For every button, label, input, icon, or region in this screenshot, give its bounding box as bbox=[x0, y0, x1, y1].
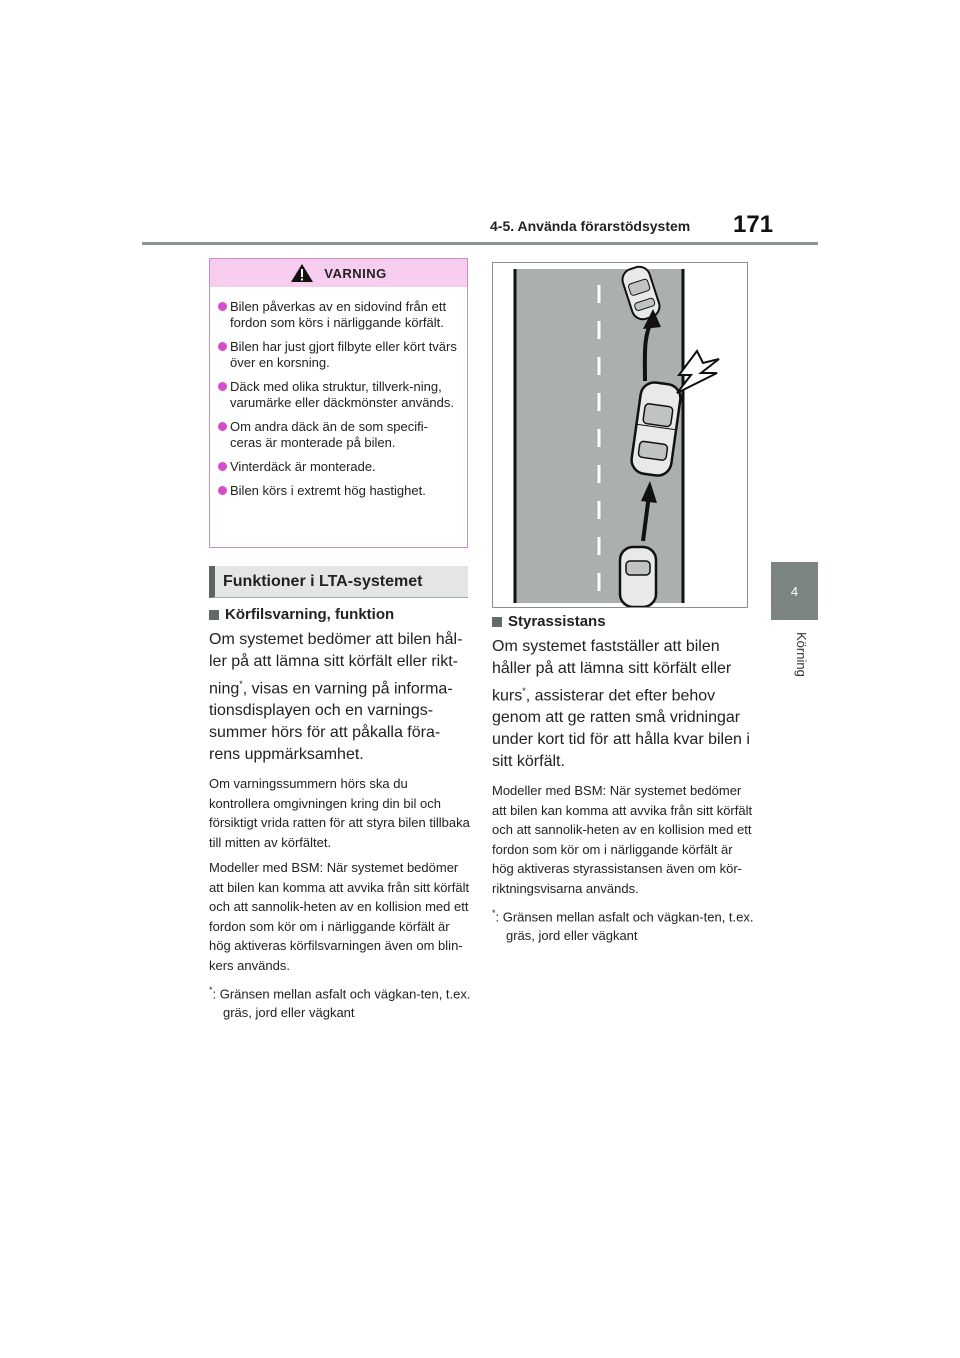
lane-departure-illustration bbox=[492, 262, 748, 608]
warning-item: Däck med olika struktur, tillverk-ning, varumärke eller däckmönster används. bbox=[220, 379, 457, 411]
warning-list bbox=[210, 287, 467, 499]
square-bullet-icon bbox=[492, 617, 502, 627]
bullet-icon bbox=[218, 302, 227, 311]
left-column bbox=[209, 606, 471, 1022]
square-bullet-icon bbox=[209, 610, 219, 620]
warning-box bbox=[209, 258, 468, 548]
warning-title: VARNING bbox=[324, 265, 387, 281]
bullet-icon bbox=[218, 486, 227, 495]
footnote: *: Gränsen mellan asfalt och vägkan-ten, t.ex. gräs, jord eller vägkant bbox=[209, 985, 471, 1020]
warning-item: Bilen har just gjort filbyte eller kört tvärs över en korsning. bbox=[220, 339, 457, 371]
bullet-icon bbox=[218, 342, 227, 351]
buzzer-paragraph: Om varningssummern hörs ska du kontrollera omgivningen kring din bil och försiktigt vrida ratten för att styra bilen tillbaka till mitten av körfältet. bbox=[209, 776, 470, 850]
chapter-number: 4 bbox=[790, 583, 799, 599]
steering-assist-heading: Styrassistans bbox=[492, 613, 754, 630]
warning-header bbox=[210, 259, 467, 287]
right-column bbox=[492, 613, 754, 945]
lane-warning-heading: Körfilsvarning, funktion bbox=[209, 606, 471, 623]
bullet-icon bbox=[218, 422, 227, 431]
chapter-tab bbox=[771, 562, 818, 620]
page-number: 171 bbox=[733, 211, 774, 238]
header-rule bbox=[142, 242, 818, 245]
chapter-label: Körning bbox=[794, 632, 809, 677]
section-title: 4-5. Använda förarstödsystem bbox=[490, 218, 691, 234]
footnote: *: Gränsen mellan asfalt och vägkan-ten, t.ex. gräs, jord eller vägkant bbox=[492, 908, 754, 943]
road-diagram bbox=[493, 263, 747, 607]
warning-item: Bilen körs i extremt hög hastighet. bbox=[220, 483, 457, 499]
bullet-icon bbox=[218, 382, 227, 391]
lane-warning-paragraph: Om systemet bedömer att bilen hål-ler på att lämna sitt körfält eller rikt-ning*, visas en varning på informa-tionsdisplayen och en varnings-summer hörs för att påkalla föra-rens uppmärksamhet. bbox=[209, 631, 463, 764]
bsm-paragraph: Modeller med BSM: När systemet bedömer att bilen kan komma att avvika från sitt körfält och att sannolik-heten av en kollision med ett fordon som kör om i närliggande körfält är hög aktiveras körfilsvarningen även om blin-kers används. bbox=[209, 860, 470, 973]
warning-item: Bilen påverkas av en sidovind från ett fordon som körs i närliggande körfält. bbox=[220, 299, 457, 331]
functions-header: Funktioner i LTA-systemet bbox=[209, 566, 468, 598]
steering-assist-paragraph: Om systemet fastställer att bilen håller på att lämna sitt körfält eller kurs*, assisterar det efter behov genom att ge ratten små vridningar under kort tid för att hålla kvar bilen i sitt körfält. bbox=[492, 638, 750, 771]
warning-item: Om andra däck än de som specifi-ceras är monterade på bilen. bbox=[220, 419, 457, 451]
bsm-paragraph: Modeller med BSM: När systemet bedömer att bilen kan komma att avvika från sitt körfält och att sannolik-heten av en kollision med ett fordon som kör om i närliggande körfält är hög aktiveras styrassistansen även om kör-riktningsvisarna används. bbox=[492, 783, 753, 896]
warning-item: Vinterdäck är monterade. bbox=[220, 459, 457, 475]
car-icon bbox=[620, 547, 656, 607]
warning-triangle-icon bbox=[290, 263, 314, 283]
bullet-icon bbox=[218, 462, 227, 471]
